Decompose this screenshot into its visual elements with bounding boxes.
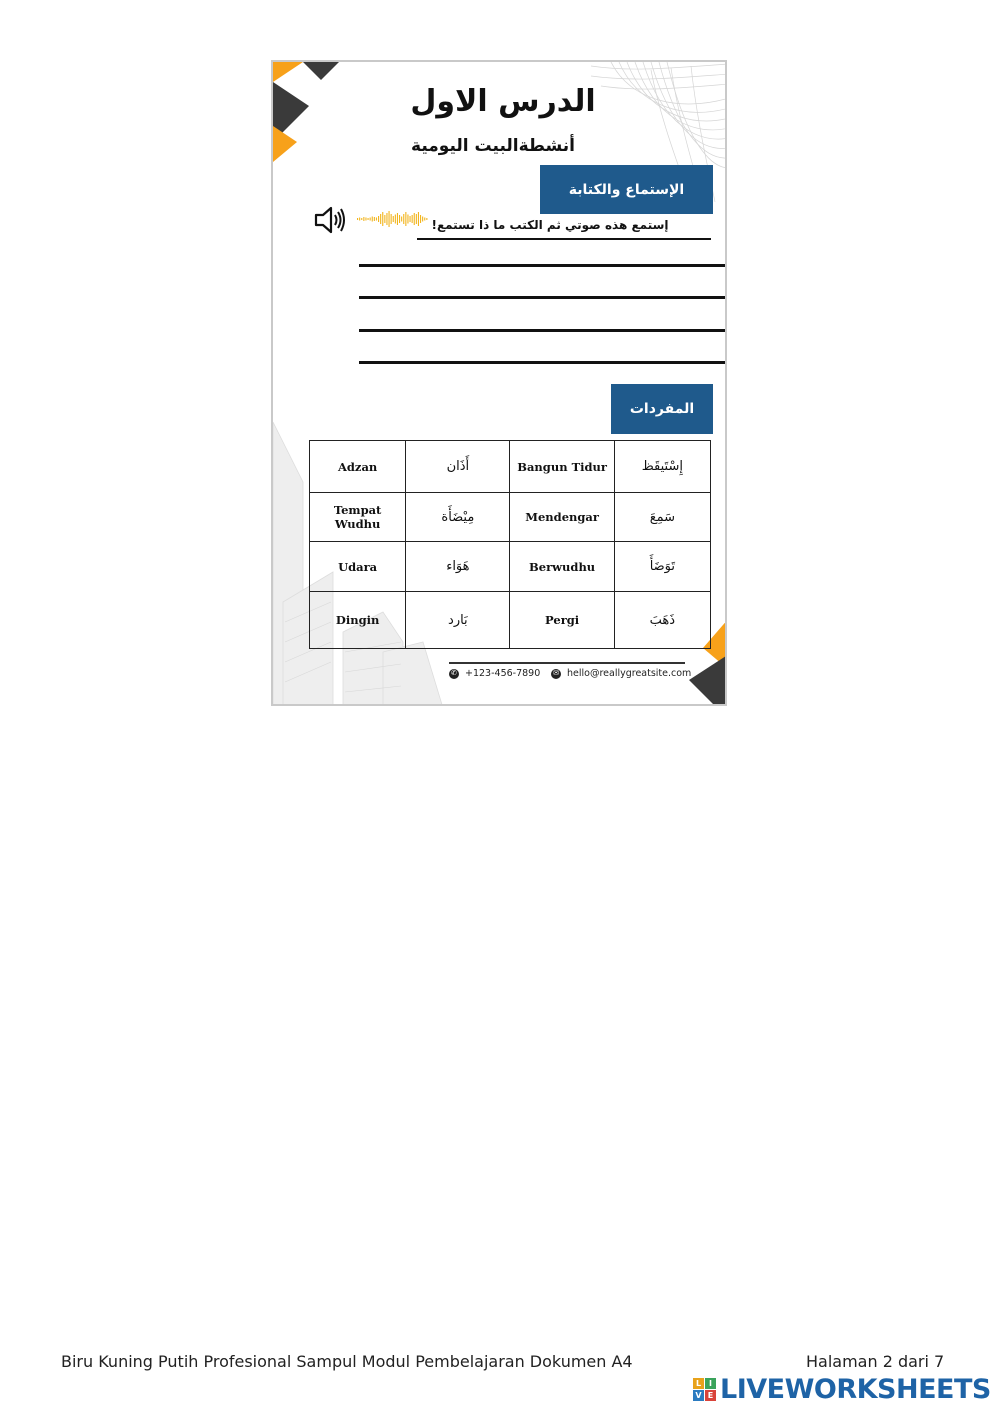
table-row [310, 592, 711, 649]
answer-line[interactable] [359, 329, 727, 332]
table-row [310, 542, 711, 592]
answer-line[interactable] [359, 361, 727, 364]
contact-divider [449, 662, 685, 664]
contact-email [551, 668, 691, 679]
liveworksheets-logo-icon [693, 1378, 716, 1401]
waveform-bar [380, 214, 381, 224]
arabic-cell: سَمِعَ [614, 493, 710, 542]
latin-cell: Udara [310, 542, 406, 592]
latin-cell: Berwudhu [510, 542, 614, 592]
document-name: Biru Kuning Putih Profesional Sampul Modul Pembelajaran Dokumen A4 [61, 1352, 633, 1371]
waveform-bar [397, 213, 398, 225]
waveform-bar [376, 218, 377, 221]
latin-cell: Dingin [310, 592, 406, 649]
mail-icon: ✉ [551, 669, 561, 679]
vocabulary-table [309, 440, 711, 649]
waveform-bar [414, 213, 415, 225]
waveform-bar [374, 217, 375, 221]
lesson-title: الدرس الاول [410, 84, 596, 119]
waveform-bar [403, 214, 404, 224]
latin-cell: Mendengar [510, 493, 614, 542]
phone-number: +123-456-7890 [465, 668, 541, 679]
waveform-bar [410, 216, 411, 222]
logo-letter: L [693, 1378, 704, 1389]
arabic-cell: أَذَان [406, 441, 510, 493]
latin-cell: Adzan [310, 441, 406, 493]
waveform-bar [386, 213, 387, 225]
waveform-bar [372, 217, 373, 222]
logo-letter: V [693, 1390, 704, 1401]
contact-phone [449, 668, 540, 679]
arabic-cell: بَارد [406, 592, 510, 649]
waveform-bar [384, 215, 385, 223]
waveform-bar [405, 212, 406, 226]
waveform-bar [391, 214, 392, 224]
waveform-bar [412, 215, 413, 223]
arabic-cell: إِسْتَيقَظ [614, 441, 710, 493]
waveform-bar [365, 218, 366, 221]
page-indicator: Halaman 2 dari 7 [806, 1352, 945, 1371]
arabic-cell: هَوَاء [406, 542, 510, 592]
waveform-bar [393, 216, 394, 222]
speaker-icon[interactable] [313, 204, 347, 236]
listening-section-header: الإستماع والكتابة [540, 165, 713, 214]
answer-line[interactable] [359, 264, 727, 267]
waveform-bar [399, 215, 400, 223]
arabic-cell: ذَهَبَ [614, 592, 710, 649]
waveform-bar [363, 217, 364, 221]
liveworksheets-logo [693, 1374, 991, 1405]
logo-letter: I [705, 1378, 716, 1389]
waveform-bar [401, 217, 402, 222]
waveform-bar [382, 212, 383, 226]
instruction-underline [417, 238, 711, 240]
top-left-corner-decoration [273, 62, 353, 172]
waveform-bar [357, 218, 358, 220]
waveform-bar [361, 218, 362, 220]
arabic-cell: تَوَضَأَ [614, 542, 710, 592]
logo-letter: E [705, 1390, 716, 1401]
arabic-cell: مِيْضَأَة [406, 493, 510, 542]
lesson-subtitle: أنشطةالبيت اليومية [411, 136, 575, 156]
waveform-bar [370, 218, 371, 221]
email-address: hello@reallygreatsite.com [567, 668, 692, 679]
waveform-bar [368, 218, 369, 220]
waveform-bar [407, 215, 408, 224]
latin-cell: Pergi [510, 592, 614, 649]
answer-line[interactable] [359, 296, 727, 299]
liveworksheets-wordmark: LIVEWORKSHEETS [720, 1374, 991, 1405]
table-row [310, 441, 711, 493]
waveform-bar [389, 211, 390, 227]
waveform-bar [359, 218, 360, 221]
vocabulary-section-header: المفردات [611, 384, 713, 434]
latin-cell: Bangun Tidur [510, 441, 614, 493]
phone-icon: ✆ [449, 669, 459, 679]
worksheet-page [271, 60, 727, 706]
latin-cell: Tempat Wudhu [310, 493, 406, 542]
waveform-bar [395, 215, 396, 224]
listening-instruction: إستمع هذه صوتي ثم الكتب ما ذا تستمع! [431, 218, 669, 232]
table-row [310, 493, 711, 542]
waveform-bar [378, 216, 379, 222]
